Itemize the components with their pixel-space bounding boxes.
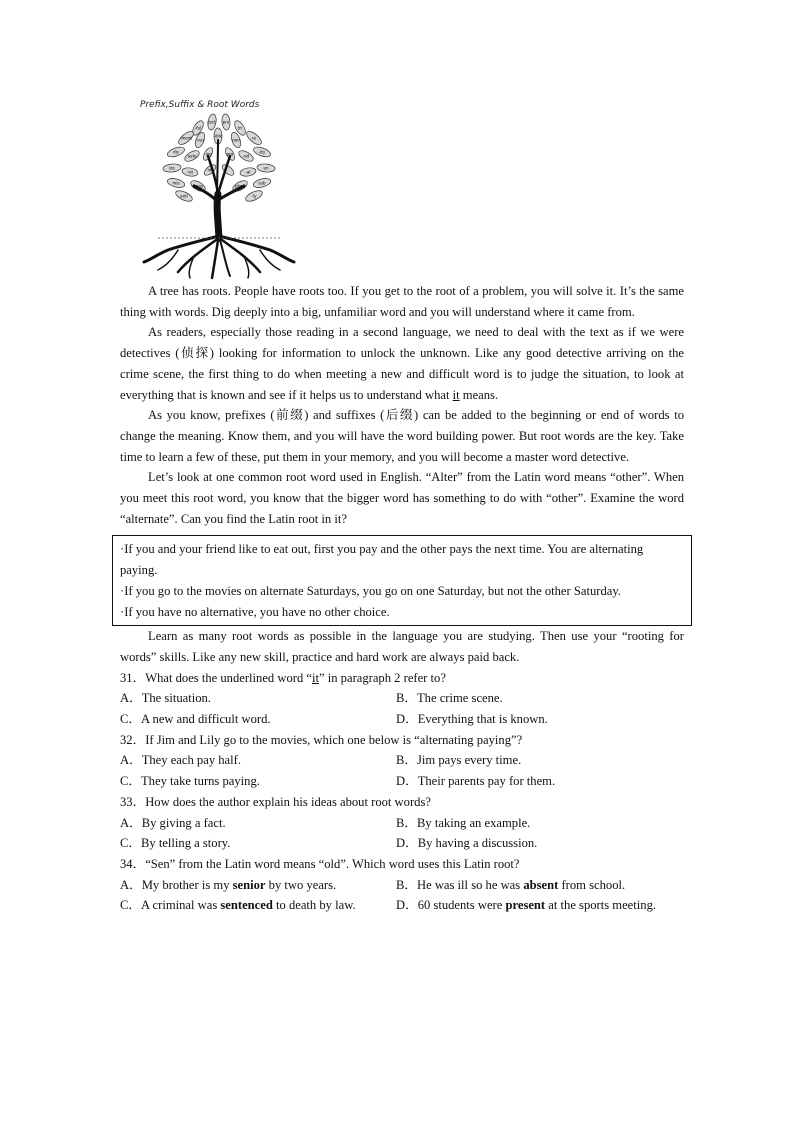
q34-option-d-pre: D．60 students were bbox=[396, 898, 506, 913]
leaf-word: -ible bbox=[213, 133, 223, 139]
leaf-word: phon bbox=[234, 183, 246, 189]
q34-option-a-post: by two years. bbox=[265, 877, 337, 892]
question-32-options-cd bbox=[120, 771, 684, 792]
alternate-examples-box bbox=[112, 535, 692, 626]
question-33-options-ab bbox=[120, 813, 684, 834]
paragraph-2-text-a: As readers, especially those reading in a second language, we need to deal with the text as if we were detectives (侦探) looking for information to unlock the unknown. Like any good detective arriving on the crime scene, the first thing to do when meeting a new and difficult word is to judge the situation, to look at everything that is known and see if it helps us to understand what bbox=[120, 325, 684, 402]
q33-option-a[interactable]: A．By giving a fact. bbox=[120, 815, 226, 830]
q32-option-c[interactable]: C．They take turns paying. bbox=[120, 774, 260, 789]
q31-option-a[interactable]: A．The situation. bbox=[120, 691, 211, 706]
paragraph-1: A tree has roots. People have roots too. If you get to the root of a problem, you will solve it. It’s the same thing with words. Dig deeply into a big, unfamiliar word and you will understand where it came from. bbox=[120, 284, 684, 319]
paragraph-2-text-b: means. bbox=[459, 387, 499, 402]
worksheet-page bbox=[120, 96, 684, 916]
q34-word-sentenced: sentenced bbox=[220, 898, 273, 913]
leaf-word: non bbox=[232, 137, 240, 143]
q34-option-c-pre: C．A criminal was bbox=[120, 898, 221, 913]
question-32-stem: 32．If Jim and Lily go to the movies, which one below is “alternating paying”? bbox=[120, 732, 523, 747]
leaf-word: -ing bbox=[204, 151, 212, 157]
leaf-word: -ity bbox=[258, 149, 266, 155]
underlined-word-it: it bbox=[452, 387, 460, 402]
question-31-stem-a: 31．What does the underlined word “ bbox=[120, 670, 312, 685]
leaf-word: -ment bbox=[180, 135, 192, 141]
q33-option-c[interactable]: C．By telling a story. bbox=[120, 836, 231, 851]
paragraph-2 bbox=[120, 322, 684, 405]
leaf-word: ize bbox=[169, 165, 175, 171]
root-words-tree-figure bbox=[138, 96, 298, 281]
q33-option-b[interactable]: B．By taking an example. bbox=[396, 815, 531, 830]
leaf-word: trans bbox=[192, 183, 204, 189]
q34-option-b[interactable] bbox=[396, 875, 625, 896]
example-line-2: ·If you go to the movies on alternate Saturdays, you go on one Saturday, but not the other Saturday. bbox=[120, 583, 621, 598]
leaf-word: un bbox=[263, 165, 269, 171]
question-34-stem: 34．“Sen” from the Latin word means “old”. Which word uses this Latin root? bbox=[120, 856, 520, 871]
leaf-word: tri bbox=[237, 125, 243, 131]
question-33-options-cd bbox=[120, 833, 684, 854]
q34-option-a[interactable] bbox=[120, 875, 396, 896]
q34-option-a-pre: A．My brother is my bbox=[120, 877, 233, 892]
leaf-word: ject bbox=[208, 119, 216, 125]
q32-option-d[interactable]: D．Their parents pay for them. bbox=[396, 774, 556, 789]
question-31-stem bbox=[120, 668, 684, 689]
leaf-word: -ous bbox=[195, 137, 205, 143]
leaf-word: -ist bbox=[186, 169, 194, 175]
leaf-word: -ed bbox=[242, 153, 250, 159]
question-34-options-ab bbox=[120, 875, 684, 896]
leaf-word: -al bbox=[245, 169, 251, 175]
q34-option-b-post: from school. bbox=[558, 877, 626, 892]
question-31-options-ab bbox=[120, 688, 684, 709]
q34-option-c-post: to death by law. bbox=[272, 898, 356, 913]
leaf-word: mis bbox=[172, 180, 180, 186]
example-line-1: ·If you and your friend like to eat out, first you pay and the other pays the next time. You are alternating paying. bbox=[120, 542, 644, 578]
tree-illustration bbox=[138, 110, 298, 280]
question-31-stem-b: ” in paragraph 2 refer to? bbox=[319, 670, 446, 685]
leaf-word: anti bbox=[180, 193, 188, 199]
example-line-3: ·If you have no alternative, you have no other choice. bbox=[120, 604, 390, 619]
leaf-word: auto bbox=[187, 153, 197, 159]
leaf-word: dis bbox=[173, 149, 179, 155]
paragraph-5: Learn as many root words as possible in the language you are studying. Then use your “rooting for words” skills. Like any new skill, practice and hard work are always paid back. bbox=[120, 629, 684, 664]
paragraph-3: As you know, prefixes (前缀) and suffixes (后缀) can be added to the beginning or end of words to change the meaning. Know them, and you will have the word building power. But root words are the key. Take time to learn a few of these, put them in your memory, and you will become a master word detective. bbox=[120, 408, 684, 464]
question-32-options-ab bbox=[120, 750, 684, 771]
leaf-word: -ful bbox=[194, 125, 202, 131]
q34-option-d-post: at the sports meeting. bbox=[545, 898, 657, 913]
q34-word-absent: absent bbox=[523, 877, 559, 892]
q31-option-c[interactable]: C．A new and difficult word. bbox=[120, 712, 271, 727]
leaf-word: re bbox=[251, 135, 257, 141]
q34-word-present: present bbox=[505, 898, 546, 913]
question-31-options-cd bbox=[120, 709, 684, 730]
leaf-word: pre bbox=[222, 119, 230, 125]
q34-option-b-pre: B．He was ill so he was bbox=[396, 877, 524, 892]
q31-option-d[interactable]: D．Everything that is known. bbox=[396, 712, 548, 727]
q33-option-d[interactable]: D．By having a discussion. bbox=[396, 836, 538, 851]
leaf-word: pro bbox=[226, 151, 234, 157]
leaf-word: im bbox=[207, 167, 213, 173]
q32-option-b[interactable]: B．Jim pays every time. bbox=[396, 753, 522, 768]
q32-option-a[interactable]: A．They each pay half. bbox=[120, 753, 241, 768]
question-33-stem: 33．How does the author explain his ideas about root words? bbox=[120, 794, 431, 809]
q34-word-senior: senior bbox=[232, 877, 266, 892]
q31-option-b[interactable]: B．The crime scene. bbox=[396, 691, 503, 706]
q34-option-c[interactable] bbox=[120, 895, 396, 916]
question-31-underlined-it: it bbox=[312, 670, 319, 685]
figure-title: Prefix,Suffix & Root Words bbox=[140, 100, 260, 110]
question-34-options-cd bbox=[120, 895, 684, 916]
q34-option-d[interactable] bbox=[396, 895, 684, 916]
leaf-word: sub bbox=[258, 180, 266, 186]
leaf-word: -ly bbox=[251, 193, 257, 199]
paragraph-4: Let’s look at one common root word used in English. “Alter” from the Latin word means “other”. When you meet this root word, you know that the bigger word has something to do with “other”. Examine the word “alternate”. Can you find the Latin root in it? bbox=[120, 470, 684, 526]
